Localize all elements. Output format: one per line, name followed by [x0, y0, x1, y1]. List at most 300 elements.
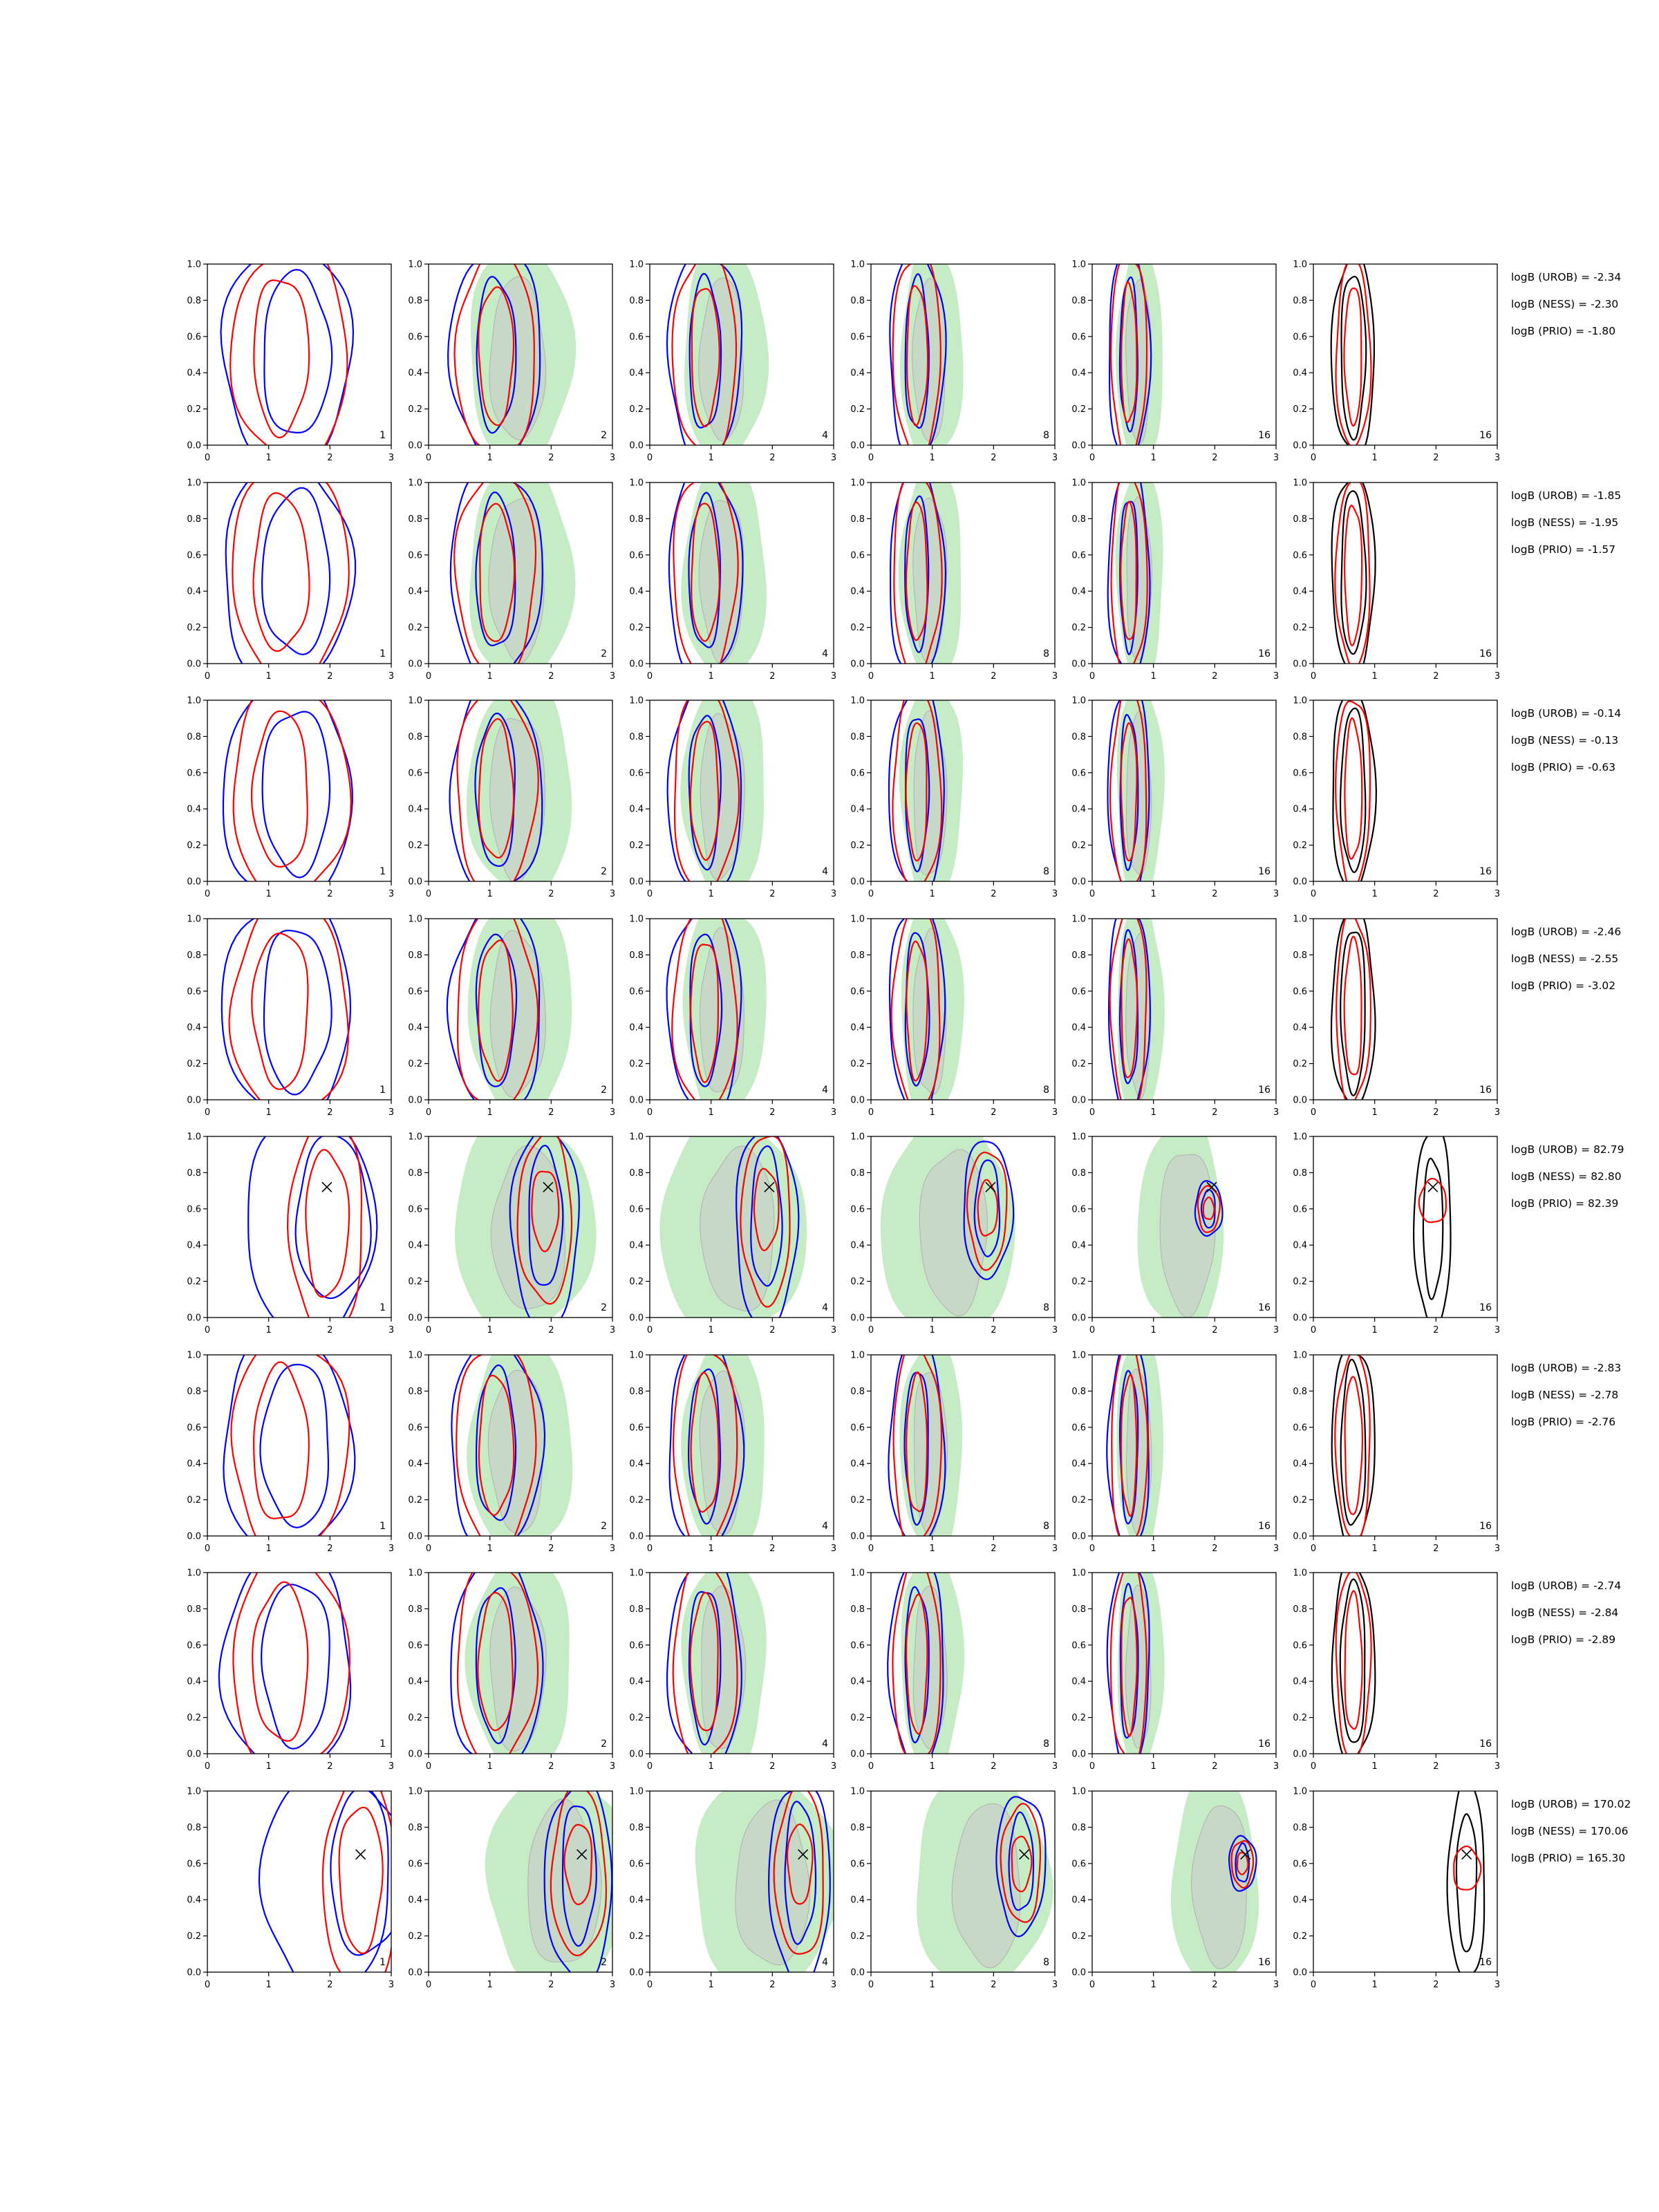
y-tick-label: 0.0 [408, 1095, 422, 1106]
y-tick-label: 0.2 [1071, 1931, 1086, 1942]
x-tick-label: 3 [1273, 453, 1280, 463]
plot-area [1109, 896, 1165, 1121]
x-tick-label: 3 [1494, 671, 1501, 682]
x-tick-label: 2 [769, 1325, 776, 1335]
y-tick-label: 0.6 [1071, 986, 1086, 997]
x-tick-label: 2 [769, 889, 776, 899]
x-tick-label: 1 [265, 671, 272, 682]
x-tick-label: 3 [1273, 1325, 1280, 1335]
x-tick-label: 2 [769, 1544, 776, 1554]
logb-annotations-r1 [1511, 271, 1621, 337]
y-tick-label: 1.0 [187, 478, 201, 489]
logb-ness: logB (NESS) = -2.30 [1511, 298, 1619, 310]
y-tick-label: 0.6 [408, 332, 422, 343]
y-tick-label: 0.4 [408, 586, 422, 597]
x-tick-label: 0 [1089, 671, 1096, 682]
y-tick-label: 1.0 [1293, 478, 1307, 489]
plot-area [667, 247, 769, 465]
y-tick-label: 0.0 [187, 1095, 201, 1106]
x-tick-label: 0 [425, 1544, 432, 1554]
column-label: 16 [1258, 1085, 1271, 1096]
contour-ness [254, 1362, 309, 1518]
y-tick-label: 0.0 [629, 1095, 644, 1106]
y-tick-label: 0.2 [629, 404, 644, 415]
column-label: 16 [1479, 1957, 1492, 1968]
column-label: 1 [379, 430, 386, 441]
logb-annotations-r7 [1511, 1580, 1621, 1646]
plot-area [1332, 476, 1376, 677]
logb-annotations-r4 [1511, 926, 1621, 992]
y-tick-label: 0.4 [1293, 1676, 1307, 1687]
x-tick-label: 1 [1150, 453, 1156, 463]
x-tick-label: 0 [425, 1325, 432, 1335]
plot-area [667, 1555, 767, 1774]
column-label: 4 [822, 1957, 828, 1968]
x-tick-label: 0 [1089, 889, 1096, 899]
y-tick-label: 0.8 [850, 1604, 865, 1615]
contour-ness [1344, 505, 1362, 646]
column-label: 2 [601, 1521, 607, 1532]
panel-r6-c4 [850, 1334, 1058, 1557]
x-tick-label: 1 [929, 1107, 935, 1118]
x-tick-label: 1 [929, 1761, 935, 1772]
contour-ness [1336, 1571, 1371, 1759]
y-tick-label: 1.0 [1293, 914, 1307, 925]
y-tick-label: 0.6 [850, 1859, 865, 1870]
panel-r4-c2 [408, 901, 615, 1126]
y-tick-label: 1.0 [629, 1132, 644, 1143]
x-tick-label: 3 [388, 1107, 395, 1118]
x-tick-label: 0 [425, 889, 432, 899]
x-tick-label: 2 [769, 671, 776, 682]
plot-area [890, 242, 963, 462]
column-label: 2 [601, 866, 607, 877]
plot-area [888, 1555, 964, 1777]
column-label: 2 [601, 1738, 607, 1750]
y-tick-label: 0.4 [629, 1022, 644, 1033]
x-tick-label: 0 [204, 671, 211, 682]
y-tick-label: 0.0 [408, 1967, 422, 1978]
y-tick-label: 0.4 [1071, 1022, 1086, 1033]
x-tick-label: 2 [769, 453, 776, 463]
y-tick-label: 0.4 [1071, 368, 1086, 379]
y-tick-label: 0.2 [850, 1931, 865, 1942]
x-tick-label: 1 [708, 1761, 714, 1772]
logb-ness: logB (NESS) = 170.06 [1511, 1825, 1629, 1837]
x-tick-label: 0 [646, 1980, 653, 1990]
y-tick-label: 0.8 [629, 950, 644, 961]
y-tick-label: 0.0 [408, 1313, 422, 1324]
plot-area [1331, 907, 1376, 1107]
y-tick-label: 1.0 [629, 1786, 644, 1797]
column-label: 16 [1258, 1521, 1271, 1532]
y-tick-label: 0.2 [408, 1277, 422, 1288]
y-tick-label: 0.2 [187, 841, 201, 852]
x-tick-label: 0 [646, 1544, 653, 1554]
x-tick-label: 3 [609, 671, 616, 682]
x-tick-label: 2 [991, 1761, 997, 1772]
x-tick-label: 1 [929, 1325, 935, 1335]
contour-urob [261, 1365, 328, 1528]
y-tick-label: 1.0 [408, 1132, 422, 1143]
logb-ness: logB (NESS) = -2.55 [1511, 953, 1619, 965]
column-label: 16 [1479, 648, 1492, 659]
x-tick-label: 0 [1089, 1544, 1096, 1554]
x-tick-label: 3 [830, 1544, 837, 1554]
x-tick-label: 1 [487, 889, 493, 899]
y-tick-label: 0.4 [408, 804, 422, 815]
y-tick-label: 0.0 [1293, 440, 1307, 451]
y-tick-label: 1.0 [187, 259, 201, 270]
y-tick-label: 0.6 [629, 550, 644, 561]
contour-urob [330, 1788, 404, 1956]
plot-area [448, 247, 576, 466]
y-tick-label: 0.8 [629, 1386, 644, 1397]
x-tick-label: 2 [1212, 1325, 1218, 1335]
plot-area [223, 1333, 355, 1559]
x-tick-label: 3 [1273, 889, 1280, 899]
x-tick-label: 0 [868, 1761, 874, 1772]
y-tick-label: 0.0 [1071, 659, 1086, 670]
y-tick-label: 0.8 [408, 1386, 422, 1397]
panel-r7-c5 [1071, 1557, 1279, 1777]
x-tick-label: 2 [769, 1761, 776, 1772]
y-tick-label: 0.6 [629, 1423, 644, 1434]
panel-r2-c1 [187, 458, 394, 690]
plot-area [1107, 1338, 1163, 1562]
y-tick-label: 0.0 [850, 1313, 865, 1324]
y-tick-label: 0.6 [850, 332, 865, 343]
x-tick-label: 1 [1371, 1761, 1378, 1772]
y-tick-label: 0.0 [408, 877, 422, 888]
y-tick-label: 0.0 [408, 1531, 422, 1542]
panel-r7-c2 [408, 1551, 615, 1772]
x-tick-label: 2 [991, 889, 997, 899]
y-tick-label: 0.2 [1293, 404, 1307, 415]
x-tick-label: 0 [1310, 453, 1317, 463]
x-tick-label: 2 [548, 1107, 554, 1118]
logb-prio: logB (PRIO) = 82.39 [1511, 1197, 1619, 1210]
plot-area [223, 672, 353, 903]
x-tick-label: 2 [1212, 453, 1218, 463]
true-value-marker [322, 1182, 332, 1192]
y-tick-label: 0.4 [850, 1022, 865, 1033]
x-tick-label: 1 [1150, 1761, 1156, 1772]
y-tick-label: 0.0 [629, 659, 644, 670]
x-tick-label: 3 [609, 1325, 616, 1335]
x-tick-label: 3 [1273, 671, 1280, 682]
x-tick-label: 1 [1371, 453, 1378, 463]
panel-r5-c2 [408, 1118, 615, 1340]
y-tick-label: 0.0 [850, 1967, 865, 1978]
y-tick-label: 0.4 [850, 1676, 865, 1687]
y-tick-label: 0.6 [629, 986, 644, 997]
y-tick-label: 0.0 [187, 877, 201, 888]
x-tick-label: 0 [1310, 1325, 1317, 1335]
logb-annotations-r8 [1511, 1798, 1631, 1864]
y-tick-label: 0.8 [187, 1386, 201, 1397]
panel-r1-c6 [1293, 251, 1500, 464]
y-tick-label: 0.6 [187, 332, 201, 343]
x-tick-label: 1 [1371, 889, 1378, 899]
panel-r7-c6 [1293, 1560, 1500, 1772]
axes-frame [207, 482, 391, 664]
y-tick-label: 1.0 [1293, 1786, 1307, 1797]
x-tick-label: 1 [487, 671, 493, 682]
y-tick-label: 0.8 [1293, 295, 1307, 306]
y-tick-label: 0.6 [1293, 332, 1307, 343]
x-tick-label: 2 [327, 671, 333, 682]
y-tick-label: 0.2 [1071, 1713, 1086, 1724]
y-tick-label: 0.2 [1293, 1495, 1307, 1506]
y-tick-label: 1.0 [408, 259, 422, 270]
x-tick-label: 2 [548, 1325, 554, 1335]
panel-r4-c6 [1293, 907, 1500, 1118]
x-tick-label: 1 [1371, 1325, 1378, 1335]
y-tick-label: 0.8 [850, 1168, 865, 1179]
y-tick-label: 0.2 [850, 1277, 865, 1288]
y-tick-label: 0.4 [629, 586, 644, 597]
y-tick-label: 1.0 [187, 1786, 201, 1797]
x-tick-label: 3 [609, 889, 616, 899]
y-tick-label: 0.2 [629, 1277, 644, 1288]
x-tick-label: 2 [1433, 1980, 1439, 1990]
plot-area [1333, 692, 1376, 891]
column-label: 8 [1043, 1085, 1049, 1096]
x-tick-label: 3 [609, 1980, 616, 1990]
x-tick-label: 1 [708, 1107, 714, 1118]
x-tick-label: 3 [1051, 671, 1058, 682]
logb-ness: logB (NESS) = 82.80 [1511, 1170, 1622, 1183]
column-label: 8 [1043, 648, 1049, 659]
x-tick-label: 0 [1089, 1325, 1096, 1335]
y-tick-label: 0.2 [1293, 841, 1307, 852]
plot-area [659, 1112, 807, 1334]
y-tick-label: 1.0 [850, 1786, 865, 1797]
x-tick-label: 0 [204, 889, 211, 899]
x-tick-label: 2 [1433, 671, 1439, 682]
column-label: 2 [601, 1302, 607, 1313]
y-tick-label: 0.8 [850, 950, 865, 961]
logb-prio: logB (PRIO) = -2.89 [1511, 1633, 1616, 1646]
x-tick-label: 1 [265, 1980, 272, 1990]
y-tick-label: 0.6 [1071, 1640, 1086, 1651]
panel-r2-c4 [850, 462, 1058, 682]
x-tick-label: 1 [487, 453, 493, 463]
y-tick-label: 0.6 [629, 768, 644, 779]
logb-ness: logB (NESS) = -2.78 [1511, 1389, 1619, 1401]
x-tick-label: 3 [1273, 1107, 1280, 1118]
panel-r8-c5 [1071, 1770, 1279, 1990]
column-label: 4 [822, 1521, 828, 1532]
y-tick-label: 0.6 [187, 1859, 201, 1870]
logb-ness: logB (NESS) = -1.95 [1511, 516, 1619, 529]
x-tick-label: 1 [487, 1325, 493, 1335]
x-tick-label: 3 [1494, 889, 1501, 899]
y-tick-label: 1.0 [187, 1350, 201, 1361]
x-tick-label: 3 [1494, 453, 1501, 463]
x-tick-label: 1 [265, 453, 272, 463]
y-tick-label: 0.2 [1071, 1495, 1086, 1506]
x-tick-label: 1 [1150, 1325, 1156, 1335]
y-tick-label: 0.2 [629, 1059, 644, 1070]
column-label: 2 [601, 430, 607, 441]
y-tick-label: 0.2 [629, 1495, 644, 1506]
contour-urob [262, 488, 330, 655]
x-tick-label: 1 [929, 453, 935, 463]
panel-r6-c6 [1293, 1350, 1500, 1554]
plot-area [1332, 1350, 1375, 1552]
y-tick-label: 0.4 [1293, 1240, 1307, 1251]
x-tick-label: 3 [609, 1544, 616, 1554]
y-tick-label: 0.6 [1071, 550, 1086, 561]
panel-r7-c1 [187, 1548, 394, 1774]
y-tick-label: 0.4 [850, 586, 865, 597]
panel-r1-c2 [408, 247, 615, 466]
y-tick-label: 0.6 [850, 1640, 865, 1651]
y-tick-label: 0.8 [187, 950, 201, 961]
x-tick-label: 2 [991, 1107, 997, 1118]
y-tick-label: 0.2 [1071, 623, 1086, 634]
column-label: 16 [1258, 1302, 1271, 1313]
y-tick-label: 1.0 [408, 478, 422, 489]
contour-prio [1332, 1350, 1375, 1552]
x-tick-label: 2 [1212, 1544, 1218, 1554]
plot-area [667, 902, 767, 1124]
plot-area [668, 678, 764, 903]
x-tick-label: 3 [1051, 889, 1058, 899]
column-label: 16 [1258, 1738, 1271, 1750]
contour-urob [261, 1584, 330, 1749]
x-tick-label: 3 [609, 453, 616, 463]
column-label: 16 [1479, 1521, 1492, 1532]
true-value-marker [1462, 1850, 1472, 1859]
plot-area [1138, 1114, 1224, 1336]
y-tick-label: 0.2 [850, 841, 865, 852]
panel-r5-c1 [187, 1121, 394, 1346]
column-label: 8 [1043, 1521, 1049, 1532]
y-tick-label: 0.2 [1293, 1059, 1307, 1070]
logb-prio: logB (PRIO) = -0.63 [1511, 761, 1616, 774]
y-tick-label: 0.6 [850, 768, 865, 779]
x-tick-label: 3 [1051, 1980, 1058, 1990]
column-label: 16 [1479, 1738, 1492, 1750]
y-tick-label: 1.0 [187, 695, 201, 706]
y-tick-label: 0.2 [629, 841, 644, 852]
panel-r3-c6 [1293, 692, 1500, 899]
contour-urob [264, 930, 332, 1094]
x-tick-label: 2 [548, 671, 554, 682]
x-tick-label: 0 [425, 453, 432, 463]
y-tick-label: 0.0 [1293, 1749, 1307, 1760]
x-tick-label: 3 [1051, 1544, 1058, 1554]
contour-prio [1342, 276, 1367, 440]
y-tick-label: 1.0 [1293, 1568, 1307, 1579]
y-tick-label: 0.2 [1293, 1713, 1307, 1724]
plot-area [1447, 1778, 1485, 1978]
panel-r5-c4 [850, 1111, 1058, 1335]
y-tick-label: 0.8 [187, 295, 201, 306]
contour-ness [339, 1808, 383, 1953]
logb-urob: logB (UROB) = 82.79 [1511, 1143, 1624, 1156]
y-tick-label: 0.8 [1071, 1168, 1086, 1179]
panel-r8-c3 [629, 1773, 844, 1991]
y-tick-label: 0.6 [187, 1423, 201, 1434]
y-tick-label: 0.8 [1293, 1386, 1307, 1397]
y-tick-label: 0.8 [850, 1822, 865, 1833]
x-tick-label: 1 [1150, 1107, 1156, 1118]
y-tick-label: 0.0 [629, 440, 644, 451]
y-tick-label: 0.0 [629, 1967, 644, 1978]
column-label: 4 [822, 866, 828, 877]
y-tick-label: 0.2 [408, 404, 422, 415]
x-tick-label: 3 [388, 889, 395, 899]
y-tick-label: 0.8 [408, 514, 422, 525]
x-tick-label: 1 [487, 1107, 493, 1118]
column-label: 16 [1479, 866, 1492, 877]
y-tick-label: 0.4 [629, 1240, 644, 1251]
y-tick-label: 0.4 [187, 804, 201, 815]
y-tick-label: 0.8 [187, 1604, 201, 1615]
y-tick-label: 0.0 [1071, 877, 1086, 888]
panel-r6-c5 [1071, 1338, 1279, 1562]
x-tick-label: 2 [769, 1980, 776, 1990]
x-tick-label: 0 [868, 671, 874, 682]
column-label: 2 [601, 648, 607, 659]
x-tick-label: 0 [868, 1980, 874, 1990]
y-tick-label: 0.8 [187, 514, 201, 525]
y-tick-label: 0.0 [1071, 1749, 1086, 1760]
y-tick-label: 1.0 [629, 914, 644, 925]
y-tick-label: 0.8 [1071, 1604, 1086, 1615]
plot-area [890, 897, 964, 1121]
y-tick-label: 0.4 [629, 1459, 644, 1470]
plot-area [485, 1774, 630, 1994]
x-tick-label: 1 [487, 1980, 493, 1990]
y-tick-label: 0.6 [850, 1204, 865, 1215]
y-tick-label: 1.0 [629, 259, 644, 270]
column-label: 4 [822, 430, 828, 441]
y-tick-label: 0.0 [629, 1749, 644, 1760]
y-tick-label: 0.6 [1293, 768, 1307, 779]
y-tick-label: 0.6 [187, 550, 201, 561]
panel-r6-c3 [629, 1331, 836, 1554]
plot-area [1109, 239, 1163, 463]
y-tick-label: 0.2 [187, 1713, 201, 1724]
y-tick-label: 0.8 [850, 295, 865, 306]
x-tick-label: 1 [1150, 1980, 1156, 1990]
y-tick-label: 0.8 [850, 1386, 865, 1397]
y-tick-label: 0.6 [187, 768, 201, 779]
contour-ness [252, 933, 308, 1089]
y-tick-label: 0.0 [1071, 1967, 1086, 1978]
y-tick-label: 0.0 [629, 1313, 644, 1324]
x-tick-label: 3 [830, 1980, 837, 1990]
y-tick-label: 0.4 [187, 368, 201, 379]
y-tick-label: 0.8 [629, 514, 644, 525]
x-tick-label: 0 [1310, 1107, 1317, 1118]
x-tick-label: 0 [646, 453, 653, 463]
x-tick-label: 0 [1089, 1980, 1096, 1990]
column-label: 4 [822, 648, 828, 659]
y-tick-label: 0.0 [408, 1749, 422, 1760]
panel-r1-c4 [850, 242, 1058, 463]
y-tick-label: 1.0 [1293, 259, 1307, 270]
y-tick-label: 0.6 [187, 1640, 201, 1651]
x-tick-label: 3 [1273, 1980, 1280, 1990]
y-tick-label: 0.2 [1293, 623, 1307, 634]
axes-frame [1313, 1136, 1497, 1318]
